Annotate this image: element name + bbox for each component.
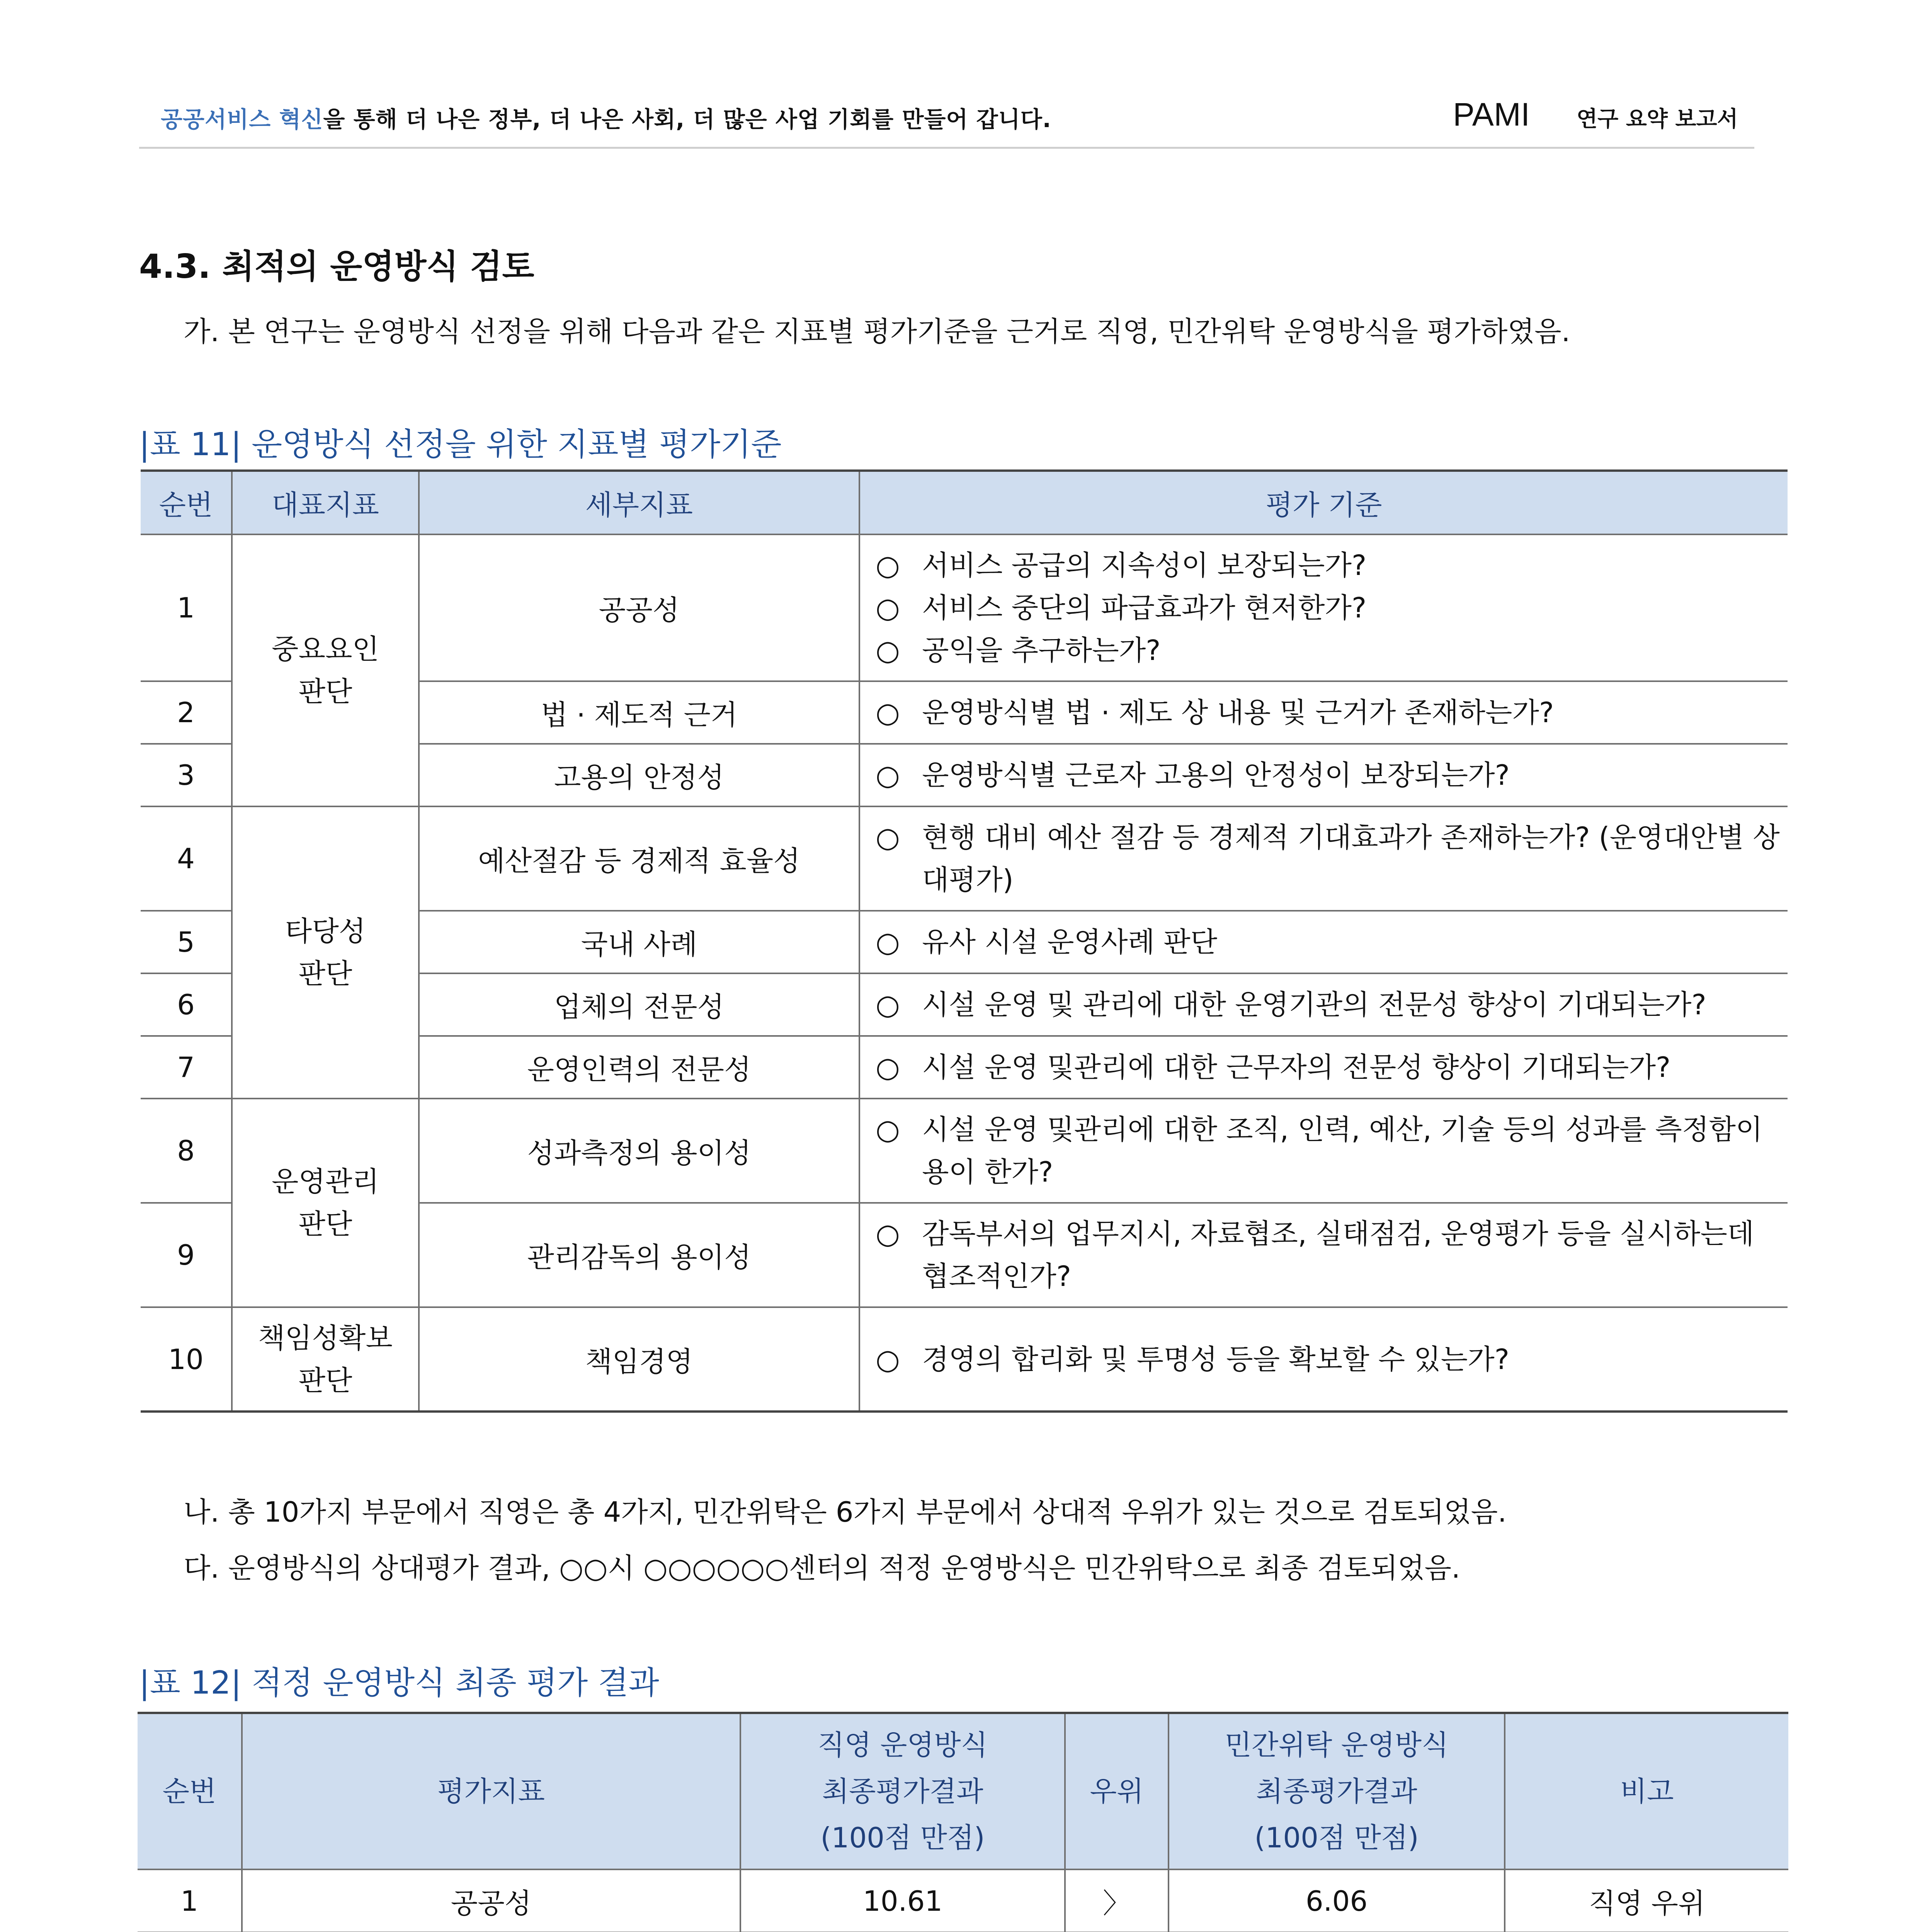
row-number: 4 [141, 806, 232, 911]
criteria-text: 운영방식별 법 · 제도 상 내용 및 근거가 존재하는가? [922, 696, 1554, 729]
group-label: 운영관리 판단 [232, 1099, 419, 1307]
table-row [138, 1869, 1788, 1932]
criteria-text: 서비스 중단의 파급효과가 현저한가? [922, 592, 1367, 624]
sub-indicator: 관리감독의 용이성 [419, 1203, 859, 1307]
criteria-item [876, 1213, 1780, 1298]
row-number: 5 [141, 911, 232, 973]
criteria-cell [859, 806, 1788, 911]
criteria-cell [859, 911, 1788, 973]
criteria-text: 공익을 추구하는가? [922, 634, 1161, 667]
section-title: 4.3. 최적의 운영방식 검토 [139, 247, 534, 286]
sub-indicator: 책임경영 [419, 1307, 859, 1412]
table12-header: 우위 [1065, 1713, 1169, 1869]
bullet-icon: ○ [876, 1113, 900, 1146]
paragraph-da: 다. 운영방식의 상대평가 결과, ○○시 ○○○○○○센터의 적정 운영방식은 민간위탁으로 최종 검토되었음. [184, 1552, 1460, 1584]
criteria-item [876, 1046, 1780, 1088]
row-number: 3 [141, 744, 232, 806]
group-label: 중요요인 판단 [232, 534, 419, 806]
row-number: 2 [141, 681, 232, 744]
criteria-text: 유사 시설 운영사례 판단 [922, 926, 1218, 958]
direct-score: 10.61 [740, 1869, 1065, 1932]
criteria-cell [859, 744, 1788, 806]
row-number: 1 [138, 1869, 242, 1932]
sub-indicator: 성과측정의 용이성 [419, 1099, 859, 1203]
criteria-cell [859, 681, 1788, 744]
table12-caption: |표 12| 적정 운영방식 최종 평가 결과 [139, 1665, 659, 1701]
criteria-item [876, 983, 1780, 1026]
table-row [141, 1307, 1788, 1412]
criteria-item [876, 587, 1780, 629]
sub-indicator: 예산절감 등 경제적 효율성 [419, 806, 859, 911]
table-row [141, 534, 1788, 681]
table-row [141, 1099, 1788, 1203]
row-number: 10 [141, 1307, 232, 1412]
header-report-type: 연구 요약 보고서 [1577, 107, 1738, 132]
table-row [141, 806, 1788, 911]
table12-header: 민간위탁 운영방식 최종평가결과 (100점 만점) [1169, 1713, 1505, 1869]
sub-indicator: 공공성 [419, 534, 859, 681]
criteria-cell [859, 973, 1788, 1036]
bullet-icon: ○ [876, 549, 900, 582]
row-number: 6 [141, 973, 232, 1036]
criteria-cell [859, 1036, 1788, 1099]
bullet-icon: ○ [876, 926, 900, 958]
table11-header: 대표지표 [232, 471, 419, 534]
row-number: 8 [141, 1099, 232, 1203]
page-header [139, 89, 1754, 149]
table12-header: 평가지표 [242, 1713, 740, 1869]
criteria-item [876, 816, 1780, 901]
criteria-item [876, 1338, 1780, 1381]
group-label: 책임성확보 판단 [232, 1307, 419, 1412]
bullet-icon: ○ [876, 1343, 900, 1376]
criteria-cell [859, 1203, 1788, 1307]
criteria-item [876, 544, 1780, 587]
table12-header: 비고 [1505, 1713, 1788, 1869]
criteria-text: 경영의 합리화 및 투명성 등을 확보할 수 있는가? [922, 1343, 1509, 1376]
table12-header: 순번 [138, 1713, 242, 1869]
sub-indicator: 운영인력의 전문성 [419, 1036, 859, 1099]
table12 [138, 1712, 1788, 1932]
criteria-text: 서비스 공급의 지속성이 보장되는가? [922, 549, 1367, 582]
row-number: 1 [141, 534, 232, 681]
criteria-cell [859, 1307, 1788, 1412]
group-label: 타당성 판단 [232, 806, 419, 1099]
criteria-cell [859, 534, 1788, 681]
header-brand: PAMI [1453, 96, 1530, 133]
criteria-item [876, 1108, 1780, 1193]
table11-header: 순번 [141, 471, 232, 534]
sub-indicator: 국내 사례 [419, 911, 859, 973]
criteria-text: 감독부서의 업무지시, 자료협조, 실태점검, 운영평가 등을 실시하는데 협조적인가? [922, 1218, 1754, 1293]
bullet-icon: ○ [876, 821, 900, 854]
sub-indicator: 고용의 안정성 [419, 744, 859, 806]
bullet-icon: ○ [876, 696, 900, 729]
criteria-item [876, 754, 1780, 796]
criteria-text: 현행 대비 예산 절감 등 경제적 기대효과가 존재하는가? (운영대안별 상대평가) [922, 821, 1780, 896]
criteria-item [876, 921, 1780, 963]
bullet-icon: ○ [876, 1051, 900, 1083]
criteria-cell [859, 1099, 1788, 1203]
row-number: 9 [141, 1203, 232, 1307]
table12-header: 직영 운영방식 최종평가결과 (100점 만점) [740, 1713, 1065, 1869]
table11-header: 세부지표 [419, 471, 859, 534]
criteria-item [876, 691, 1780, 734]
table11-caption: |표 11| 운영방식 선정을 위한 지표별 평가기준 [139, 426, 782, 463]
indicator: 공공성 [242, 1869, 740, 1932]
criteria-text: 시설 운영 및관리에 대한 근무자의 전문성 향상이 기대되는가? [922, 1051, 1671, 1083]
bullet-icon: ○ [876, 759, 900, 791]
row-number: 7 [141, 1036, 232, 1099]
criteria-text: 시설 운영 및관리에 대한 조직, 인력, 예산, 기술 등의 성과를 측정함이 용이 한가? [922, 1113, 1763, 1188]
header-slogan: 공공서비스 혁신을 통해 더 나은 정부, 더 나은 사회, 더 많은 사업 기회를 만들어 갑니다. [161, 106, 1051, 133]
rank-symbol: 〉 [1065, 1869, 1169, 1932]
table12-header-row [138, 1713, 1788, 1869]
sub-indicator: 법 · 제도적 근거 [419, 681, 859, 744]
criteria-text: 운영방식별 근로자 고용의 안정성이 보장되는가? [922, 759, 1510, 791]
sub-indicator: 업체의 전문성 [419, 973, 859, 1036]
bullet-icon: ○ [876, 988, 900, 1021]
paragraph-na: 나. 총 10가지 부문에서 직영은 총 4가지, 민간위탁은 6가지 부문에서 상대적 우위가 있는 것으로 검토되었음. [184, 1496, 1507, 1528]
table11-header: 평가 기준 [859, 471, 1788, 534]
note: 직영 우위 [1505, 1869, 1788, 1932]
bullet-icon: ○ [876, 592, 900, 624]
table11-header-row [141, 471, 1788, 534]
criteria-item [876, 629, 1780, 672]
paragraph-ga: 가. 본 연구는 운영방식 선정을 위해 다음과 같은 지표별 평가기준을 근거로 직영, 민간위탁 운영방식을 평가하였음. [184, 315, 1570, 348]
table11 [141, 469, 1788, 1413]
bullet-icon: ○ [876, 634, 900, 667]
outsourced-score: 6.06 [1169, 1869, 1505, 1932]
criteria-text: 시설 운영 및 관리에 대한 운영기관의 전문성 향상이 기대되는가? [922, 988, 1706, 1021]
bullet-icon: ○ [876, 1218, 900, 1250]
